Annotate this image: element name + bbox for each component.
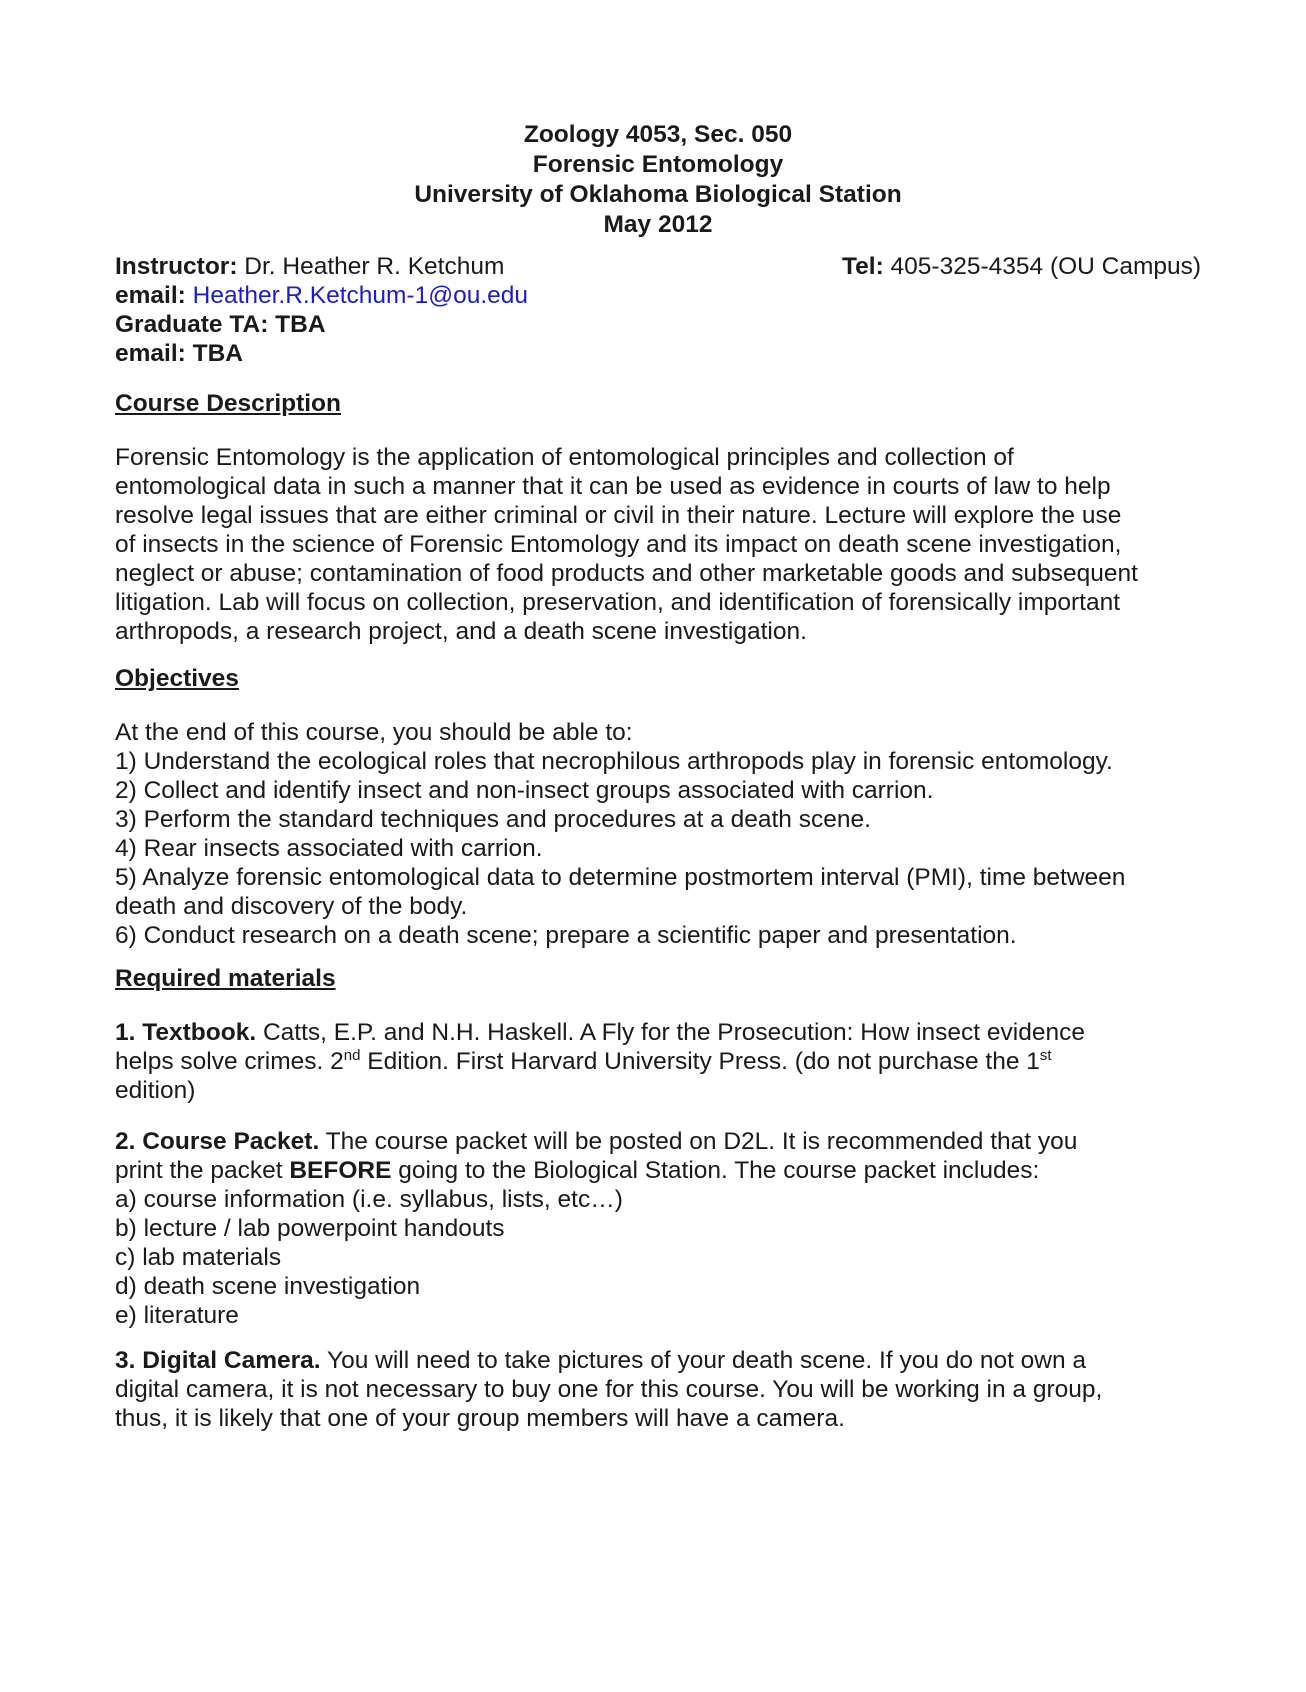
objective-item: 1) Understand the ecological roles that necrophilous arthropods play in forensic entomology. (115, 748, 1113, 775)
packet-list-item: b) lecture / lab powerpoint handouts (115, 1215, 505, 1242)
objective-item: 6) Conduct research on a death scene; prepare a scientific paper and presentation. (115, 922, 1017, 949)
ta-email-line: email: TBA (115, 340, 243, 367)
objective-item: death and discovery of the body. (115, 893, 468, 920)
telephone (842, 252, 1201, 281)
packet-list-item: e) literature (115, 1302, 239, 1329)
description-heading: Course Description (115, 390, 341, 417)
textbook-text: edition) (115, 1077, 196, 1104)
objective-item: 5) Analyze forensic entomological data to determine postmortem interval (PMI), time between (115, 864, 1126, 891)
textbook-text: Edition. First Harvard University Press. (do not purchase the 1 (360, 1048, 1040, 1075)
textbook-text: Catts, E.P. and N.H. Haskell. A Fly for the Prosecution: How insect evidence (256, 1019, 1085, 1046)
objective-item: 3) Perform the standard techniques and procedures at a death scene. (115, 806, 871, 833)
packet-list-item: d) death scene investigation (115, 1273, 421, 1300)
camera-text: thus, it is likely that one of your group members will have a camera. (115, 1405, 845, 1432)
description-line: entomological data in such a manner that it can be used as evidence in courts of law to help (115, 473, 1111, 500)
packet-emphasis: BEFORE (289, 1157, 392, 1184)
ta-line: Graduate TA: TBA (115, 311, 326, 338)
instructor-label: Instructor: (115, 253, 238, 280)
objective-item: 2) Collect and identify insect and non-insect groups associated with carrion. (115, 777, 934, 804)
course-title: Forensic Entomology (532, 151, 784, 178)
instructor-line (115, 252, 1205, 281)
description-line: neglect or abuse; contamination of food products and other marketable goods and subsequent (115, 560, 1138, 587)
contact-info (115, 252, 1205, 368)
camera-text: You will need to take pictures of your death scene. If you do not own a (320, 1347, 1087, 1374)
term: May 2012 (603, 211, 713, 238)
camera-text: digital camera, it is not necessary to buy one for this course. You will be working in a group, (115, 1376, 1103, 1403)
description-line: Forensic Entomology is the application of entomological principles and collection of (115, 444, 1014, 471)
textbook-item (115, 1018, 1205, 1105)
objectives-heading: Objectives (115, 665, 239, 692)
tel-value: 405-325-4354 (OU Campus) (883, 253, 1202, 280)
objectives-intro: At the end of this course, you should be able to: (115, 719, 633, 746)
course-number: Zoology 4053, Sec. 050 (523, 121, 793, 148)
objective-item: 4) Rear insects associated with carrion. (115, 835, 543, 862)
superscript: st (1039, 1047, 1052, 1064)
description-line: litigation. Lab will focus on collection, preservation, and identification of forensically important (115, 589, 1121, 616)
packet-text: going to the Biological Station. The course packet includes: (391, 1157, 1040, 1184)
textbook-label: 1. Textbook. (115, 1019, 257, 1046)
instructor-email-link[interactable]: Heather.R.Ketchum-1@ou.edu (192, 282, 529, 309)
institution: University of Oklahoma Biological Station (414, 181, 902, 208)
description-line: resolve legal issues that are either criminal or civil in their nature. Lecture will explore the use (115, 502, 1122, 529)
instructor-email-line (115, 281, 1205, 310)
packet-text: The course packet will be posted on D2L. It is recommended that you (319, 1128, 1078, 1155)
instructor-name: Dr. Heather R. Ketchum (237, 253, 505, 280)
packet-label: 2. Course Packet. (115, 1128, 320, 1155)
objectives-list (115, 718, 1205, 950)
camera-label: 3. Digital Camera. (115, 1347, 321, 1374)
course-header (0, 120, 1306, 240)
description-paragraph (115, 443, 1205, 646)
email-label: email: (115, 282, 186, 309)
superscript: nd (343, 1047, 361, 1064)
description-line: of insects in the science of Forensic Entomology and its impact on death scene investigation, (115, 531, 1122, 558)
camera-item (115, 1346, 1205, 1433)
packet-list-item: c) lab materials (115, 1244, 282, 1271)
packet-list-item: a) course information (i.e. syllabus, lists, etc…) (115, 1186, 623, 1213)
materials-heading: Required materials (115, 965, 336, 992)
description-line: arthropods, a research project, and a death scene investigation. (115, 618, 807, 645)
textbook-text: helps solve crimes. 2 (115, 1048, 344, 1075)
packet-text: print the packet (115, 1157, 290, 1184)
course-packet-item (115, 1127, 1205, 1330)
tel-label: Tel: (842, 253, 884, 280)
